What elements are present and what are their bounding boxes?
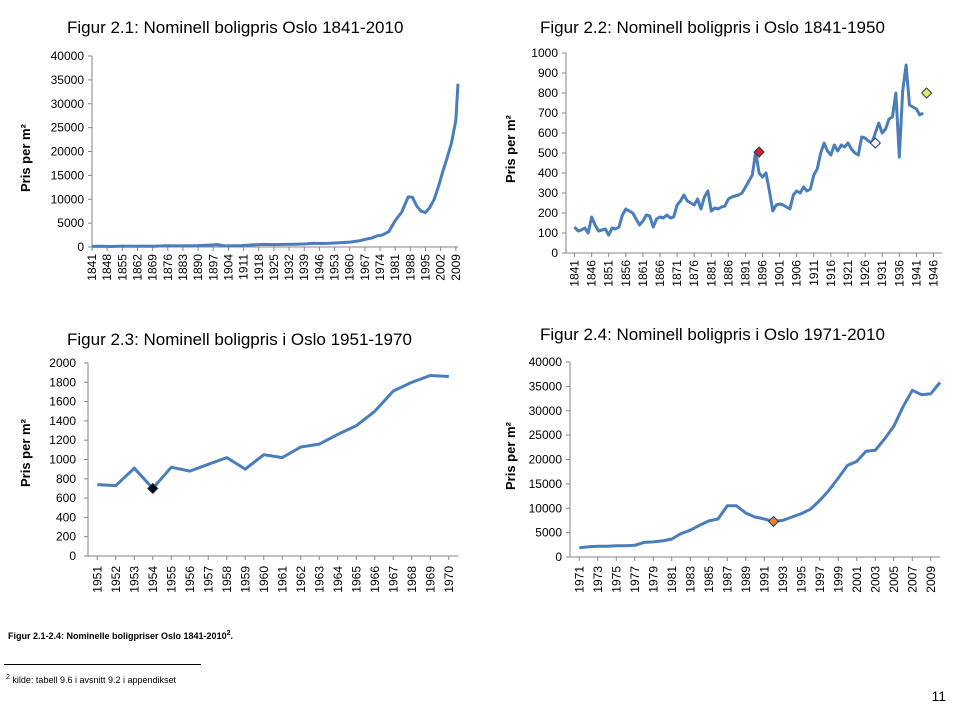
caption-text: Figur 2.1-2.4: Nominelle boligpriser Oslo 1841-2010 [8, 631, 227, 641]
y-axis-label: Pris per m² [503, 422, 518, 490]
x-tick-label: 1848 [100, 254, 115, 281]
x-tick-label: 1890 [191, 254, 206, 281]
y-tick-label: 200 [55, 529, 76, 544]
x-tick-label: 1967 [386, 566, 401, 593]
y-tick-label: 40000 [528, 355, 562, 369]
chart-panel-4 [490, 320, 960, 620]
x-tick-label: 1956 [182, 566, 197, 593]
chart-panel-1 [0, 0, 470, 300]
x-tick-label: 1979 [646, 566, 661, 593]
x-tick-label: 2007 [905, 566, 920, 593]
footnote-rule [4, 664, 201, 665]
chart-panel-2 [490, 0, 960, 300]
x-tick-label: 1953 [327, 254, 342, 281]
line-chart [490, 320, 960, 620]
chart-panel-3 [0, 320, 470, 620]
x-tick-label: 1963 [312, 566, 327, 593]
x-tick-label: 1960 [342, 254, 357, 281]
y-tick-label: 0 [551, 246, 558, 260]
x-tick-label: 1904 [221, 254, 236, 281]
x-tick-label: 1999 [831, 566, 846, 593]
x-tick-label: 1941 [909, 260, 924, 287]
x-tick-label: 1995 [794, 566, 809, 593]
x-tick-label: 1906 [789, 260, 804, 287]
x-tick-label: 2009 [448, 254, 463, 281]
y-tick-label: 20000 [50, 144, 84, 159]
y-tick-label: 700 [537, 106, 558, 120]
x-tick-label: 1869 [145, 254, 160, 281]
highlight-marker [922, 88, 932, 98]
x-tick-label: 2003 [868, 566, 883, 593]
y-axis-label: Pris per m² [18, 419, 33, 487]
x-tick-label: 1946 [312, 254, 327, 281]
x-tick-label: 1959 [238, 566, 253, 593]
x-tick-label: 1953 [127, 566, 142, 593]
x-tick-label: 1841 [85, 254, 99, 281]
y-tick-label: 2000 [49, 356, 76, 370]
x-tick-label: 2009 [923, 566, 938, 593]
y-tick-label: 30000 [528, 403, 562, 418]
y-tick-label: 100 [537, 226, 558, 240]
figure-caption [8, 630, 233, 641]
x-tick-label: 1856 [618, 260, 633, 287]
y-tick-label: 300 [537, 186, 558, 200]
x-tick-label: 1896 [755, 260, 770, 287]
x-tick-label: 1881 [704, 260, 719, 287]
x-tick-label: 1866 [653, 260, 667, 287]
x-tick-label: 1993 [775, 566, 790, 593]
x-tick-label: 1891 [738, 260, 753, 287]
page-number: 11 [931, 688, 946, 704]
y-tick-label: 35000 [50, 72, 84, 87]
y-tick-label: 1000 [531, 46, 558, 60]
y-tick-label: 1000 [49, 452, 76, 467]
x-tick-label: 1846 [584, 260, 599, 287]
x-tick-label: 1995 [418, 254, 433, 281]
chart-title: Figur 2.1: Nominell boligpris Oslo 1841-2010 [67, 18, 404, 37]
x-tick-label: 1971 [572, 566, 587, 593]
footnote-text: kilde: tabell 9.6 i avsnitt 9.2 i appendikset [12, 675, 177, 685]
x-tick-label: 1977 [627, 566, 642, 593]
line-chart [0, 320, 470, 620]
y-tick-label: 800 [55, 471, 76, 486]
x-tick-label: 1926 [858, 260, 873, 287]
series-line [579, 383, 940, 548]
x-tick-label: 1964 [330, 566, 345, 593]
y-tick-label: 5000 [57, 216, 84, 231]
x-tick-label: 1969 [423, 566, 438, 593]
y-tick-label: 900 [537, 66, 558, 80]
y-tick-label: 15000 [50, 168, 84, 183]
x-tick-label: 1966 [367, 566, 382, 593]
x-tick-label: 1989 [738, 566, 753, 593]
x-tick-label: 2002 [433, 254, 448, 281]
x-tick-label: 1939 [297, 254, 312, 281]
x-tick-label: 1997 [812, 566, 827, 593]
y-axis-label: Pris per m² [18, 124, 33, 192]
y-tick-label: 600 [55, 491, 76, 506]
y-tick-label: 400 [55, 510, 76, 525]
y-tick-label: 0 [77, 240, 84, 254]
x-tick-label: 1936 [892, 260, 907, 287]
x-tick-label: 2001 [849, 566, 864, 593]
x-tick-label: 1955 [164, 566, 179, 593]
x-tick-label: 1957 [201, 566, 216, 593]
x-tick-label: 1897 [206, 254, 221, 281]
x-tick-label: 1862 [130, 254, 145, 281]
y-tick-label: 0 [555, 550, 562, 564]
y-tick-label: 10000 [528, 501, 562, 516]
x-tick-label: 1973 [590, 566, 605, 593]
chart-title: Figur 2.3: Nominell boligpris i Oslo 1951-1970 [67, 330, 412, 349]
y-tick-label: 1800 [49, 375, 76, 390]
x-tick-label: 1991 [757, 566, 772, 593]
x-tick-label: 1970 [441, 566, 456, 593]
y-tick-label: 20000 [528, 452, 562, 467]
y-tick-label: 500 [537, 146, 558, 160]
x-tick-label: 1901 [772, 260, 787, 287]
x-tick-label: 1954 [145, 566, 160, 593]
line-chart [490, 0, 960, 300]
x-tick-label: 1925 [266, 254, 281, 281]
x-tick-label: 1961 [275, 566, 290, 593]
x-tick-label: 1988 [403, 254, 418, 281]
x-tick-label: 1911 [236, 254, 251, 280]
x-tick-label: 1981 [664, 566, 679, 593]
x-tick-label: 1946 [926, 260, 941, 287]
series-line [97, 376, 449, 489]
x-tick-label: 1876 [687, 260, 702, 287]
y-tick-label: 1400 [49, 413, 76, 428]
y-tick-label: 200 [537, 206, 558, 220]
x-tick-label: 1968 [404, 566, 419, 593]
y-tick-label: 1600 [49, 394, 76, 409]
x-tick-label: 1981 [388, 254, 403, 281]
y-axis-label: Pris per m² [503, 115, 518, 183]
x-tick-label: 1987 [720, 566, 735, 593]
y-tick-label: 5000 [535, 525, 562, 540]
x-tick-label: 1883 [175, 254, 190, 281]
x-tick-label: 1916 [823, 260, 838, 287]
y-tick-label: 40000 [50, 49, 84, 63]
y-tick-label: 25000 [50, 120, 84, 135]
y-tick-label: 800 [537, 86, 558, 100]
y-tick-label: 600 [537, 126, 558, 140]
x-tick-label: 1841 [567, 260, 582, 287]
x-tick-label: 1911 [806, 260, 821, 286]
x-tick-label: 1951 [90, 566, 105, 593]
line-chart [0, 0, 470, 300]
x-tick-label: 1962 [293, 566, 308, 593]
x-tick-label: 1983 [683, 566, 698, 593]
x-tick-label: 1871 [670, 260, 685, 287]
x-tick-label: 1931 [875, 260, 890, 287]
x-tick-label: 1851 [601, 260, 616, 287]
y-tick-label: 35000 [528, 379, 562, 394]
x-tick-label: 1855 [115, 254, 130, 281]
series-line [92, 84, 458, 247]
x-tick-label: 1967 [357, 254, 372, 281]
x-tick-label: 1965 [349, 566, 364, 593]
x-tick-label: 1918 [251, 254, 266, 281]
y-tick-label: 1200 [49, 433, 76, 448]
caption-footnote-ref: 2 [226, 630, 231, 637]
x-tick-label: 1886 [721, 260, 736, 287]
x-tick-label: 2005 [886, 566, 901, 593]
x-tick-label: 1960 [256, 566, 271, 593]
x-tick-label: 1974 [373, 254, 388, 281]
x-tick-label: 1975 [609, 566, 624, 593]
highlight-marker [769, 516, 779, 526]
x-tick-label: 1985 [701, 566, 716, 593]
footnote-number: 2 [6, 674, 10, 681]
x-tick-label: 1861 [635, 260, 650, 287]
x-tick-label: 1952 [108, 566, 123, 593]
chart-title: Figur 2.2: Nominell boligpris i Oslo 1841-1950 [540, 18, 885, 37]
y-tick-label: 400 [537, 166, 558, 180]
y-tick-label: 30000 [50, 96, 84, 111]
x-tick-label: 1876 [160, 254, 175, 281]
y-tick-label: 15000 [528, 476, 562, 491]
y-tick-label: 0 [69, 549, 76, 563]
x-tick-label: 1921 [841, 260, 855, 287]
y-tick-label: 10000 [50, 192, 84, 207]
x-tick-label: 1958 [219, 566, 234, 593]
chart-title: Figur 2.4: Nominell boligpris i Oslo 1971-2010 [540, 325, 885, 344]
x-tick-label: 1932 [282, 254, 297, 281]
caption-end: . [230, 631, 233, 641]
footnote [6, 674, 176, 685]
y-tick-label: 25000 [528, 428, 562, 443]
